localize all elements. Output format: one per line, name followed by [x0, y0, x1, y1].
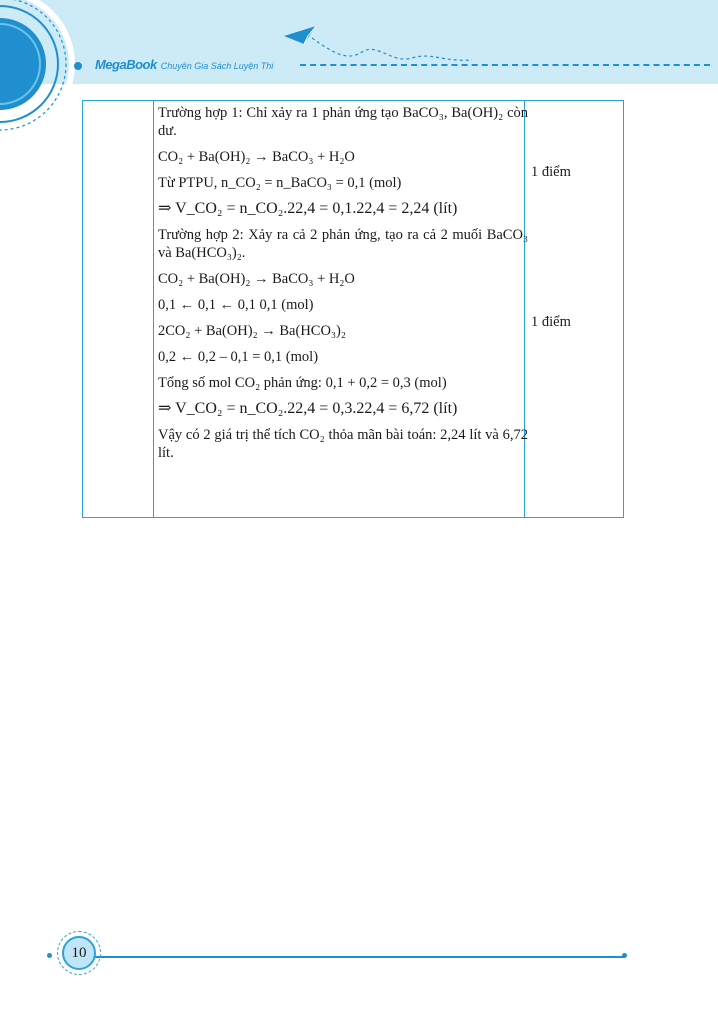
- case1-equation: CO₂ + Ba(OH)₂ → BaCO₃ + H₂O: [158, 149, 355, 165]
- case1-title: Trường hợp 1: Chỉ xảy ra 1 phản ứng tạo BaCO₃, Ba(OH)₂ còn dư.: [158, 105, 528, 139]
- brand-logo: [95, 57, 273, 73]
- case2-moles-1: 0,1 ← 0,1 ← 0,1 0,1 (mol): [158, 297, 314, 313]
- header-dashed-line: [300, 64, 710, 66]
- footer-dot-right: [622, 953, 627, 958]
- case2-moles-2: 0,2 ← 0,2 – 0,1 = 0,1 (mol): [158, 349, 319, 365]
- brand-tagline: Chuyên Gia Sách Luyện Thi: [160, 61, 274, 71]
- score-1: 1 điểm: [531, 164, 571, 180]
- column-divider: [153, 101, 154, 517]
- case2-volume: ⇒ V_CO₂ = n_CO₂.22,4 = 0,3.22,4 = 6,72 (lít): [158, 400, 458, 417]
- solution-content: [158, 104, 528, 462]
- footer-dot-left: [47, 953, 52, 958]
- case2-equation-1: CO₂ + Ba(OH)₂ → BaCO₃ + H₂O: [158, 271, 355, 287]
- conclusion: Vậy có 2 giá trị thể tích CO₂ thỏa mãn bài toán: 2,24 lít và 6,72 lít.: [158, 427, 528, 461]
- case1-volume: ⇒ V_CO₂ = n_CO₂.22,4 = 0,1.22,4 = 2,24 (lít): [158, 200, 458, 217]
- case2-title: Trường hợp 2: Xảy ra cả 2 phản ứng, tạo ra cả 2 muối BaCO₃ và Ba(HCO₃)₂.: [158, 227, 528, 261]
- footer-line: [95, 956, 625, 958]
- case1-moles: Từ PTPU, n_CO₂ = n_BaCO₃ = 0,1 (mol): [158, 175, 402, 191]
- score-2: 1 điểm: [531, 314, 571, 330]
- page-number: 10: [62, 936, 96, 970]
- total-moles: Tổng số mol CO₂ phản ứng: 0,1 + 0,2 = 0,3 (mol): [158, 375, 447, 391]
- brand-name: MegaBook: [95, 57, 157, 72]
- case2-equation-2: 2CO₂ + Ba(OH)₂ → Ba(HCO₃)₂: [158, 323, 346, 339]
